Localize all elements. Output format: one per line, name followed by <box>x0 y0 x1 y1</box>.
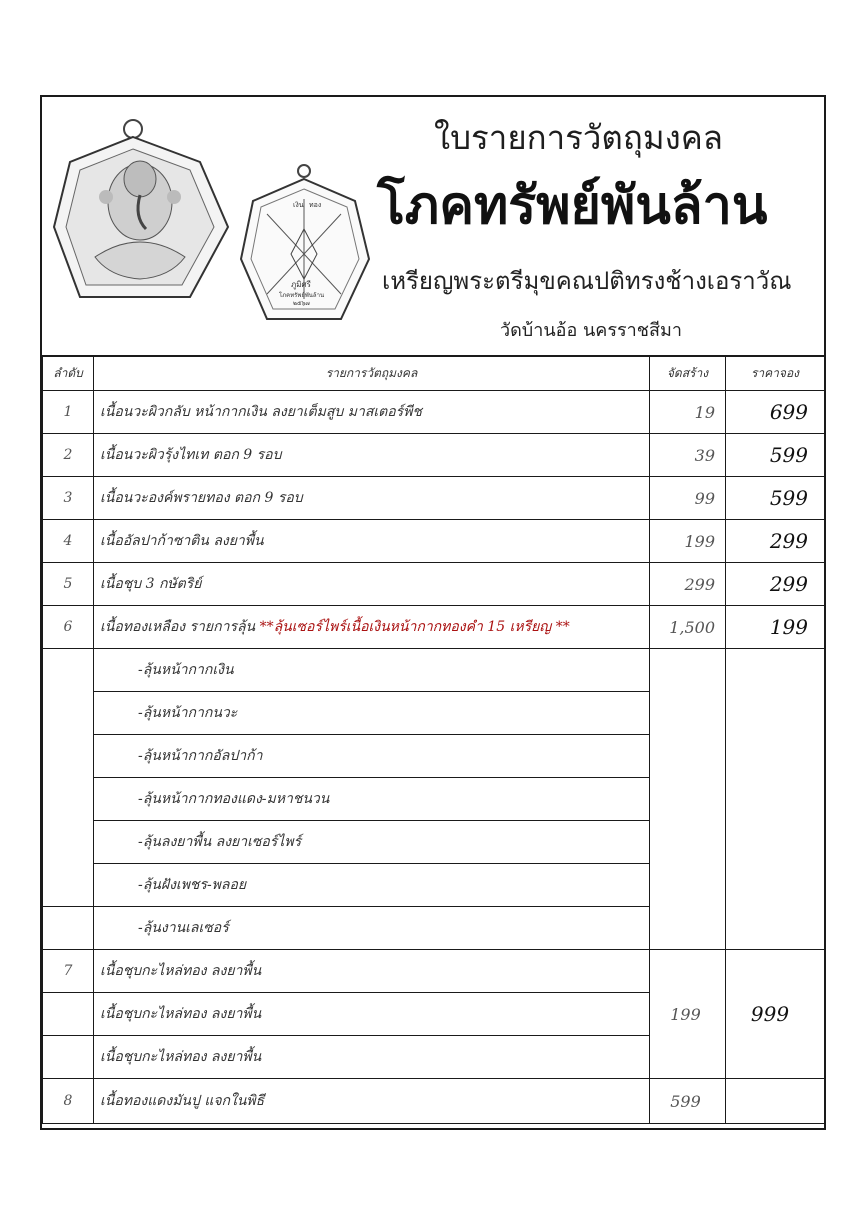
medal-subtitle: เหรียญพระตรีมุขคณปติทรงช้างเอราวัณ <box>382 267 792 295</box>
lucky-qty-blank <box>650 649 726 950</box>
lucky-item: -ลุ้นหน้ากากนวะ <box>94 692 650 735</box>
header-item: รายการวัตถุมงคล <box>94 356 650 391</box>
lucky-no-blank <box>43 907 94 950</box>
row-no: 4 <box>43 520 94 563</box>
lucky-item: -ลุ้นลงยาพื้น ลงยาเซอร์ไพร์ <box>94 821 650 864</box>
row-item-text: เนื้อทองเหลือง รายการลุ้น <box>100 619 260 635</box>
row-item: เนื้อชุบกะไหล่ทอง ลงยาพื้น <box>94 950 650 993</box>
table-row <box>43 950 825 993</box>
ganesha-medal-image <box>50 107 232 307</box>
header <box>42 97 824 357</box>
row-qty: 19 <box>650 391 726 434</box>
table-header-row <box>43 356 825 391</box>
row-item: เนื้อทองแดงมันปู แจกในพิธี <box>94 1079 650 1124</box>
row-qty: 599 <box>650 1079 726 1124</box>
collection-name: โภคทรัพย์พันล้าน <box>377 175 768 236</box>
row-qty: 199 <box>650 520 726 563</box>
row-price: 199 <box>726 606 825 649</box>
surprise-note: **ลุ้นเซอร์ไพร์เนื้อเงินหน้ากากทองคำ 15 เหรียญ ** <box>259 619 570 635</box>
row-item: เนื้ออัลปาก้าซาติน ลงยาพื้น <box>94 520 650 563</box>
row-price: 299 <box>726 563 825 606</box>
row-qty: 199 <box>650 950 726 1079</box>
temple-name: วัดบ้านอ้อ นครราชสีมา <box>500 320 682 341</box>
lucky-item: -ลุ้นงานเลเซอร์ <box>94 907 650 950</box>
row-no: 7 <box>43 950 94 993</box>
row-qty: 99 <box>650 477 726 520</box>
order-sheet <box>40 95 826 1130</box>
table-row <box>43 391 825 434</box>
row-price: 999 <box>726 950 825 1079</box>
document-title: ใบรายการวัตถุมงคล <box>434 118 723 157</box>
row-no: 8 <box>43 1079 94 1124</box>
row-price: 299 <box>726 520 825 563</box>
row-item: เนื้อนวะองค์พรายทอง ตอก 9 รอบ <box>94 477 650 520</box>
header-price: ราคาจอง <box>726 356 825 391</box>
table-row <box>43 1079 825 1124</box>
table-row <box>43 434 825 477</box>
yant-medal-image <box>237 159 371 337</box>
table-row <box>43 563 825 606</box>
row-no: 1 <box>43 391 94 434</box>
row-qty: 39 <box>650 434 726 477</box>
row-no: 2 <box>43 434 94 477</box>
medal-label2: ทอง <box>309 201 322 209</box>
row-item: เนื้อนวะผิวรุ้งไทเท ตอก 9 รอบ <box>94 434 650 477</box>
row-item: เนื้อชุบ 3 กษัตริย์ <box>94 563 650 606</box>
lucky-item: -ลุ้นหน้ากากอัลปาก้า <box>94 735 650 778</box>
lucky-price-blank <box>726 649 825 950</box>
row-no-blank <box>43 993 94 1036</box>
row-item <box>94 606 650 649</box>
row-price <box>726 1079 825 1124</box>
table-row <box>43 520 825 563</box>
medal-label4: โภคทรัพย์พันล้าน <box>279 292 325 299</box>
lucky-no-blank <box>43 649 94 907</box>
row-price: 699 <box>726 391 825 434</box>
header-qty: จัดสร้าง <box>650 356 726 391</box>
lucky-item: -ลุ้นหน้ากากเงิน <box>94 649 650 692</box>
row-no-blank <box>43 1036 94 1079</box>
row-item: เนื้อชุบกะไหล่ทอง ลงยาพื้น <box>94 1036 650 1079</box>
row-no: 5 <box>43 563 94 606</box>
medal-label5: ๒๕๖๗ <box>293 300 310 307</box>
row-no: 6 <box>43 606 94 649</box>
medal-label1: เงิน <box>293 201 304 209</box>
row-price: 599 <box>726 434 825 477</box>
lucky-row <box>43 649 825 692</box>
medal-label3: ภูมิศรี <box>291 280 311 289</box>
row-item: เนื้อชุบกะไหล่ทอง ลงยาพื้น <box>94 993 650 1036</box>
item-table <box>42 355 825 1124</box>
table-row <box>43 477 825 520</box>
row-no: 3 <box>43 477 94 520</box>
row-price: 599 <box>726 477 825 520</box>
row-item: เนื้อนวะผิวกลับ หน้ากากเงิน ลงยาเต็มสูบ มาสเตอร์พีช <box>94 391 650 434</box>
row-qty: 1,500 <box>650 606 726 649</box>
table-row <box>43 606 825 649</box>
lucky-item: -ลุ้นหน้ากากทองแดง-มหาชนวน <box>94 778 650 821</box>
lucky-item: -ลุ้นฝังเพชร-พลอย <box>94 864 650 907</box>
row-qty: 299 <box>650 563 726 606</box>
header-no: ลำดับ <box>43 356 94 391</box>
